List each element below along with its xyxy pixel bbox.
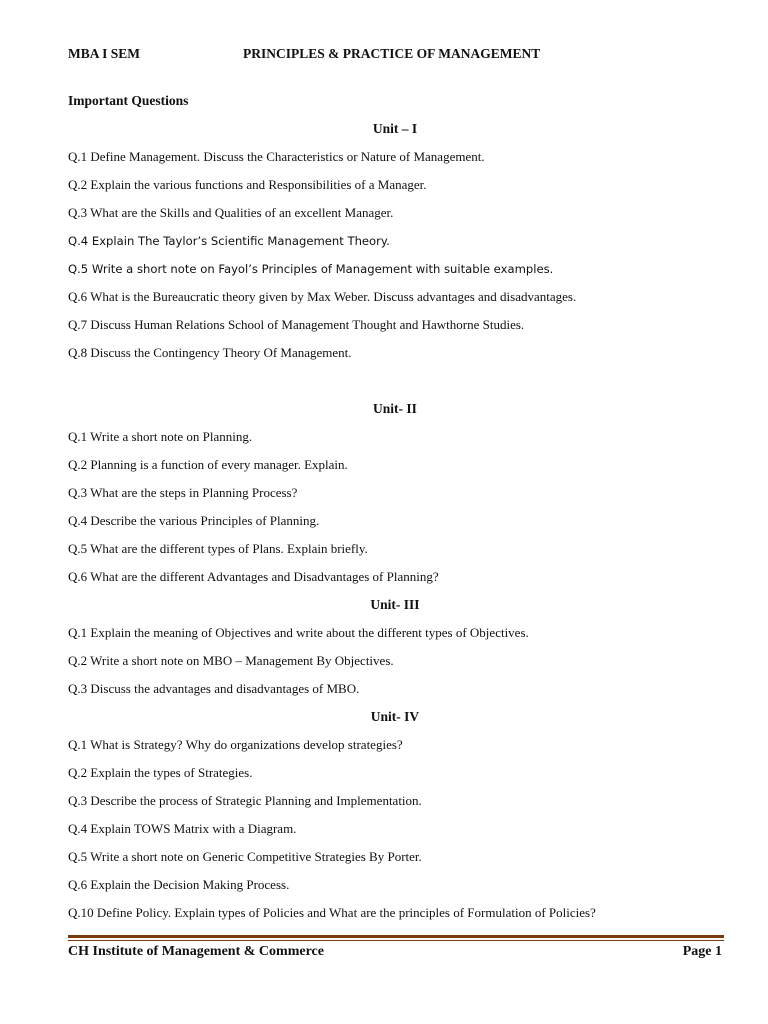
unit-1-heading: Unit – I [372,121,418,136]
question-item: Q.1 What is Strategy? Why do organizations develop strategies? [68,737,403,752]
question-item: Q.2 Explain the various functions and Responsibilities of a Manager. [68,177,427,192]
course-label: MBA I SEM [68,46,141,61]
footer-divider-thin [68,940,724,941]
question-item: Q.2 Explain the types of Strategies. [68,765,253,780]
question-item: Q.6 Explain the Decision Making Process. [68,877,290,892]
question-item: Q.6 What are the different Advantages and Disadvantages of Planning? [68,569,439,584]
question-item: Q.5 What are the different types of Plans. Explain briefly. [68,541,368,556]
question-item: Q.2 Write a short note on MBO – Management By Objectives. [68,653,394,668]
subject-title: PRINCIPLES & PRACTICE OF MANAGEMENT [243,46,541,61]
question-item: Q.3 What are the steps in Planning Process? [68,485,298,500]
question-item: Q.7 Discuss Human Relations School of Management Thought and Hawthorne Studies. [68,317,525,332]
question-item: Q.3 Describe the process of Strategic Planning and Implementation. [68,793,422,808]
footer-page-number: Page 1 [682,944,722,959]
question-item: Q.4 Explain The Taylor’s Scientific Management Theory. [68,234,390,248]
question-item: Q.5 Write a short note on Fayol’s Principles of Management with suitable examples. [68,262,554,276]
question-item: Q.4 Describe the various Principles of Planning. [68,513,320,528]
question-item: Q.1 Write a short note on Planning. [68,429,253,444]
question-item: Q.6 What is the Bureaucratic theory given by Max Weber. Discuss advantages and disadvantages. [68,289,577,304]
footer-divider-thick [68,935,724,938]
question-item: Q.10 Define Policy. Explain types of Policies and What are the principles of Formulation of Policies? [68,905,596,920]
question-item: Q.3 What are the Skills and Qualities of an excellent Manager. [68,205,394,220]
question-item: Q.2 Planning is a function of every manager. Explain. [68,457,348,472]
unit-4-heading: Unit- IV [370,709,420,724]
question-item: Q.3 Discuss the advantages and disadvantages of MBO. [68,681,360,696]
question-item: Q.5 Write a short note on Generic Competitive Strategies By Porter. [68,849,422,864]
unit-2-heading: Unit- II [373,401,417,416]
question-item: Q.1 Define Management. Discuss the Characteristics or Nature of Management. [68,149,485,164]
footer-institute: CH Institute of Management & Commerce [68,944,324,959]
question-item: Q.4 Explain TOWS Matrix with a Diagram. [68,821,297,836]
section-title: Important Questions [68,93,189,108]
unit-3-heading: Unit- III [370,597,420,612]
question-item: Q.8 Discuss the Contingency Theory Of Management. [68,345,352,360]
question-item: Q.1 Explain the meaning of Objectives and write about the different types of Objectives. [68,625,529,640]
